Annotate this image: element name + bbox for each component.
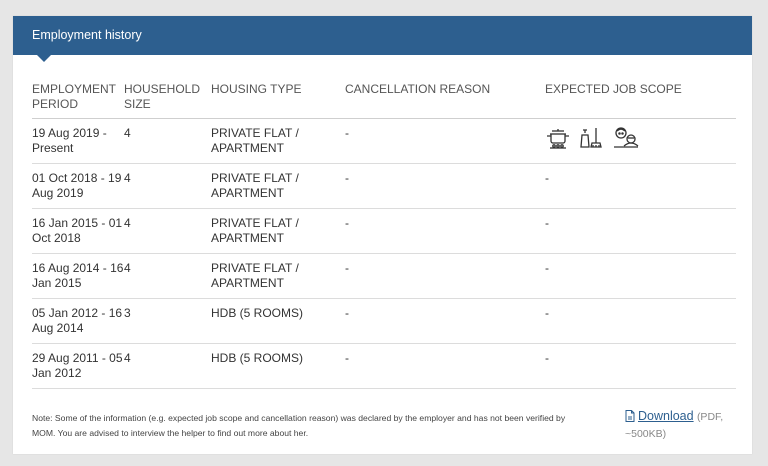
cell-housing: PRIVATE FLAT / APARTMENT xyxy=(211,209,345,254)
cell-period: 29 Aug 2011 - 05 Jan 2012 xyxy=(32,344,124,389)
document-icon xyxy=(625,410,635,426)
cell-housing: HDB (5 ROOMS) xyxy=(211,299,345,344)
download-link[interactable]: Download xyxy=(638,409,694,423)
cell-household: 4 xyxy=(124,254,211,299)
cell-cancellation: - xyxy=(345,119,545,164)
cell-job-scope: - xyxy=(545,344,736,389)
table-row xyxy=(32,119,736,164)
cell-household: 3 xyxy=(124,299,211,344)
cell-housing: PRIVATE FLAT / APARTMENT xyxy=(211,254,345,299)
disclaimer-note: Note: Some of the information (e.g. expected job scope and cancellation reason) was declared by the employer and has not been verified by MOM. You are advised to interview the helper to find out more about her. xyxy=(32,413,566,438)
header-pointer xyxy=(37,55,51,62)
cell-household: 4 xyxy=(124,164,211,209)
cell-period: 05 Jan 2012 - 16 Aug 2014 xyxy=(32,299,124,344)
cell-period: 16 Aug 2014 - 16 Jan 2015 xyxy=(32,254,124,299)
table-row xyxy=(32,209,736,254)
cell-cancellation: - xyxy=(345,344,545,389)
childcare-icon xyxy=(611,126,639,150)
table-row xyxy=(32,344,736,389)
cell-household: 4 xyxy=(124,119,211,164)
header-cancellation-reason: CANCELLATION REASON xyxy=(345,79,545,119)
table-row xyxy=(32,299,736,344)
panel-title: Employment history xyxy=(32,28,142,42)
cell-household: 4 xyxy=(124,344,211,389)
cell-job-scope: - xyxy=(545,299,736,344)
cell-household: 4 xyxy=(124,209,211,254)
cell-cancellation: - xyxy=(345,209,545,254)
panel-header xyxy=(13,16,752,55)
cell-housing: HDB (5 ROOMS) xyxy=(211,344,345,389)
table-header-row xyxy=(32,79,736,119)
header-household-size: HOUSEHOLD SIZE xyxy=(124,79,211,119)
header-employment-period: EMPLOYMENT PERIOD xyxy=(32,79,124,119)
download-file-info: (PDF, ~500KB) xyxy=(625,411,724,440)
header-housing-type: HOUSING TYPE xyxy=(211,79,345,119)
cell-job-scope: - xyxy=(545,254,736,299)
cell-cancellation: - xyxy=(345,299,545,344)
cell-period: 01 Oct 2018 - 19 Aug 2019 xyxy=(32,164,124,209)
cell-housing: PRIVATE FLAT / APARTMENT xyxy=(211,164,345,209)
cell-job-scope xyxy=(545,119,736,164)
employment-history-panel xyxy=(13,16,752,454)
cell-housing: PRIVATE FLAT / APARTMENT xyxy=(211,119,345,164)
cell-job-scope: - xyxy=(545,164,736,209)
table-row xyxy=(32,254,736,299)
table-row xyxy=(32,164,736,209)
cell-period: 19 Aug 2019 - Present xyxy=(32,119,124,164)
cell-period: 16 Jan 2015 - 01 Oct 2018 xyxy=(32,209,124,254)
download-section xyxy=(625,409,745,442)
cell-job-scope: - xyxy=(545,209,736,254)
cell-cancellation: - xyxy=(345,254,545,299)
cell-cancellation: - xyxy=(345,164,545,209)
header-expected-job-scope: EXPECTED JOB SCOPE xyxy=(545,79,736,119)
employment-table xyxy=(32,79,736,389)
cooking-pot-icon xyxy=(545,126,571,150)
cleaning-tools-icon xyxy=(578,126,604,150)
